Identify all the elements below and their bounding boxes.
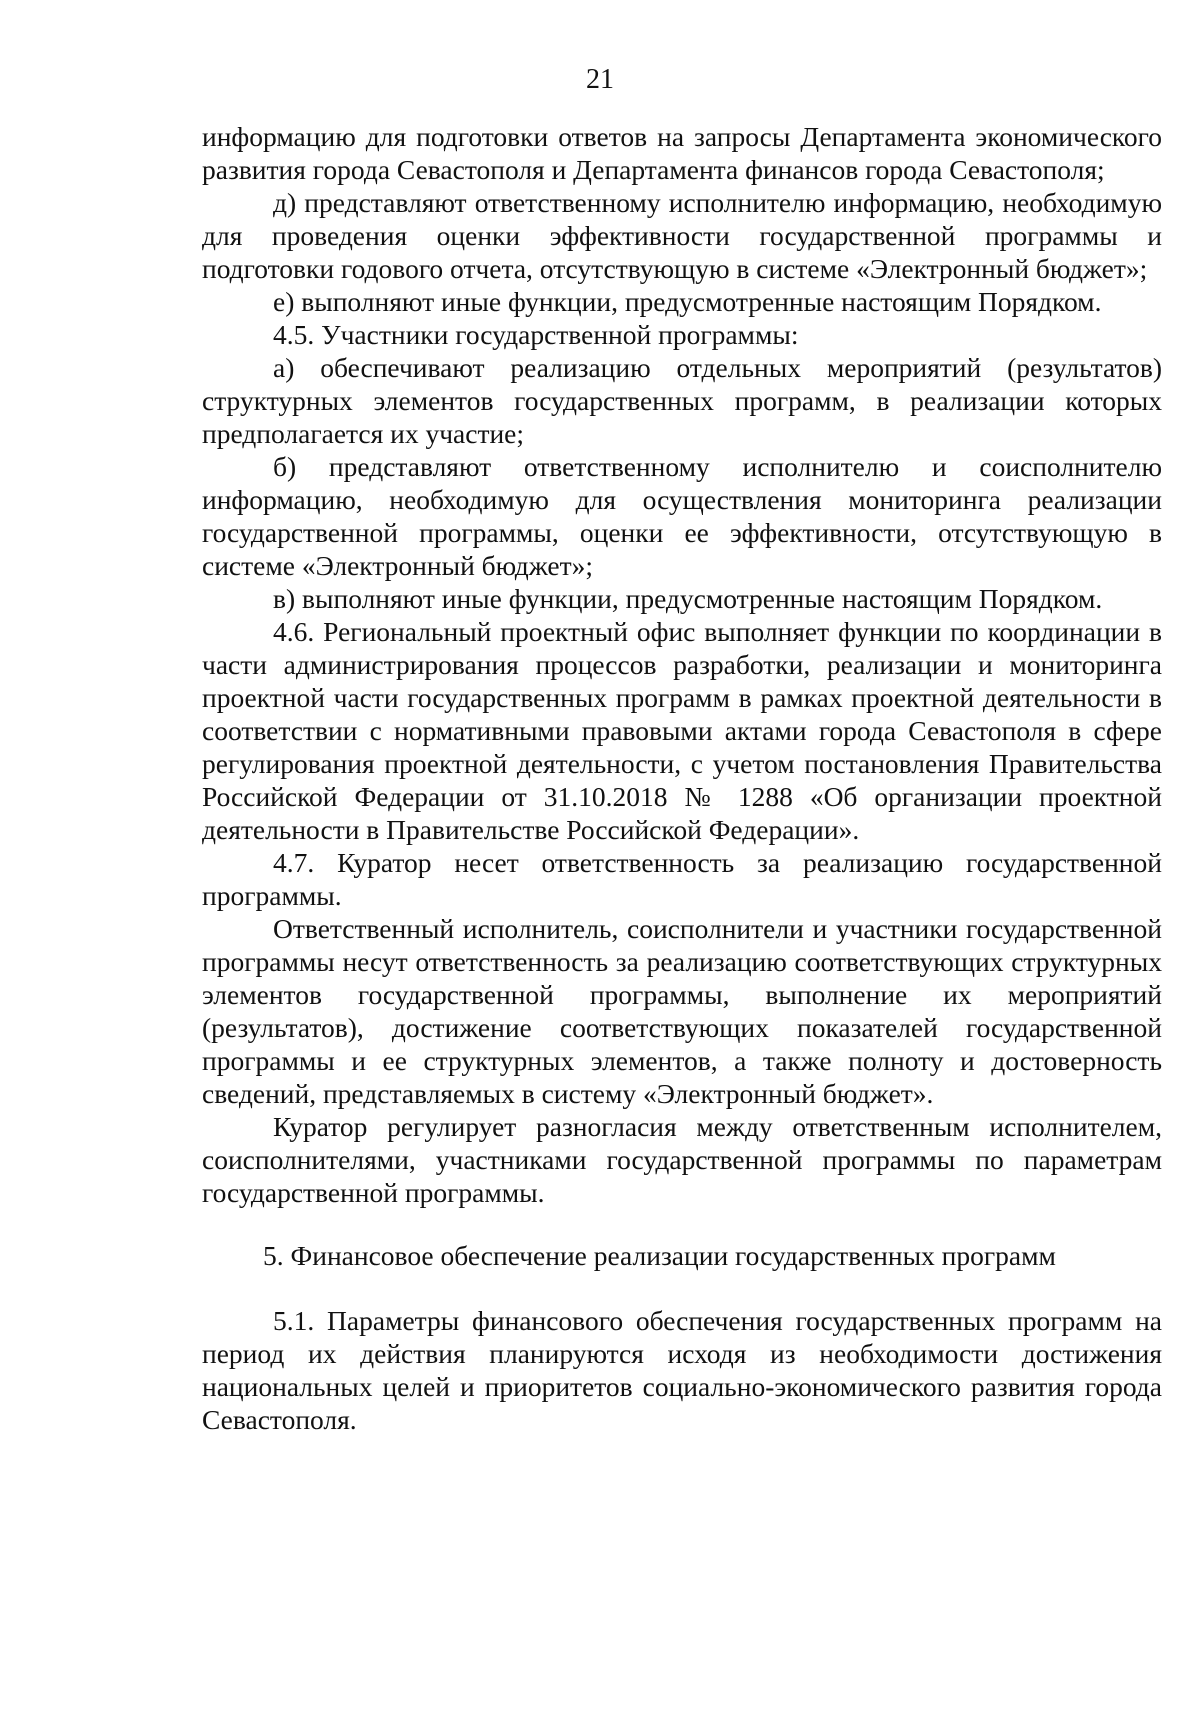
paragraph-4-6: 4.6. Региональный проектный офис выполняет функции по координации в части администрирования процессов разработки, реализации и мониторинга проектной части государственных программ в рамках проектной деятельности в соответствии с нормативными правовыми актами города Севастополя в сфере регулирования проектной деятельности, с учетом постановления Правительства Российской Федерации от 31.10.2018 № 1288 «Об организации проектной деятельности в Правительстве Российской Федерации».: [202, 616, 1162, 845]
paragraph-4-7: 4.7. Куратор несет ответственность за реализацию государственной программы.: [202, 847, 1162, 911]
section-heading: 5. Финансовое обеспечение реализации государственных программ: [263, 1240, 1056, 1271]
paragraph-item-v: в) выполняют иные функции, предусмотренные настоящим Порядком.: [273, 583, 1103, 614]
document-body: [202, 120, 1162, 1436]
paragraph-continuation: информацию для подготовки ответов на запросы Департамента экономического развития города Севастополя и Департамента финансов города Севастополя;: [202, 121, 1162, 185]
paragraph-responsibility: Ответственный исполнитель, соисполнители и участники государственной программы несут ответственность за реализацию соответствующих структурных элементов государственной программы, выполнение их мероприятий (результатов), достижение соответствующих показателей государственной программы и ее структурных элементов, а также полноту и достоверность сведений, представляемых в систему «Электронный бюджет».: [202, 913, 1162, 1109]
paragraph-item-d: д) представляют ответственному исполнителю информацию, необходимую для проведения оценки эффективности государственной программы и подготовки годового отчета, отсутствующую в системе «Электронный бюджет»;: [202, 187, 1162, 284]
paragraph-5-1: 5.1. Параметры финансового обеспечения государственных программ на период их действия планируются исходя из необходимости достижения национальных целей и приоритетов социально-экономического развития города Севастополя.: [202, 1305, 1162, 1435]
paragraph-item-b: б) представляют ответственному исполнителю и соисполнителю информацию, необходимую для осуществления мониторинга реализации государственной программы, оценки ее эффективности, отсутствующую в системе «Электронный бюджет»;: [202, 451, 1162, 581]
paragraph-item-a: а) обеспечивают реализацию отдельных мероприятий (результатов) структурных элементов государственных программ, в реализации которых предполагается их участие;: [202, 352, 1162, 449]
paragraph-curator-disputes: Куратор регулирует разногласия между ответственным исполнителем, соисполнителями, участниками государственной программы по параметрам государственной программы.: [202, 1111, 1162, 1208]
page-number: 21: [586, 64, 614, 95]
paragraph-item-e: е) выполняют иные функции, предусмотренные настоящим Порядком.: [273, 286, 1102, 317]
paragraph-4-5: 4.5. Участники государственной программы:: [273, 319, 799, 350]
